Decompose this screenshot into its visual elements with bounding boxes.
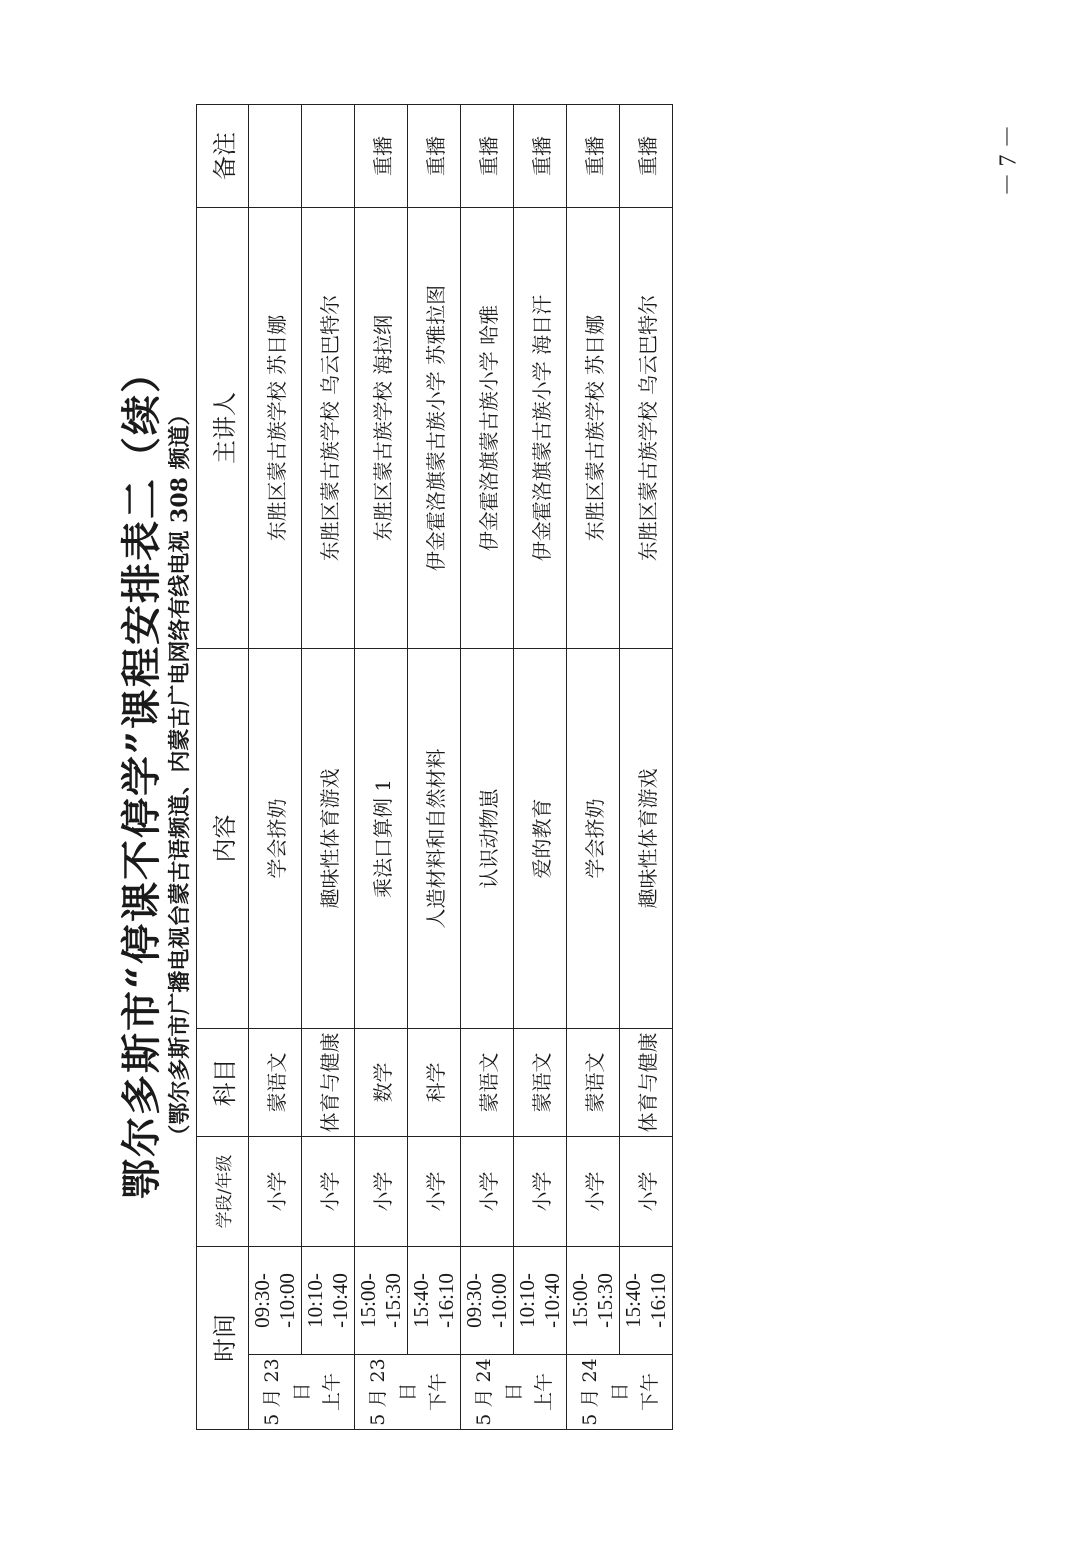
- date-cell: [567, 1355, 673, 1430]
- subject-cell: 蒙语文: [567, 1029, 620, 1137]
- header-grade: 学段/年级: [197, 1137, 249, 1247]
- content-cell: 乘法口算例 1: [355, 649, 408, 1029]
- table-row: [620, 105, 673, 1430]
- remark-cell: 重播: [567, 105, 620, 208]
- time-cell: 15:40--16:10: [408, 1247, 461, 1355]
- content-cell: 认识动物崽: [461, 649, 514, 1029]
- time-cell: 09:30--10:00: [249, 1247, 302, 1355]
- time-cell: 15:00--15:30: [567, 1247, 620, 1355]
- document-title: 鄂尔多斯市“停课不停学”课程安排表二（续）: [118, 351, 165, 1200]
- content-cell: 趣味性体育游戏: [302, 649, 355, 1029]
- remark-cell: 重播: [408, 105, 461, 208]
- content-cell: 趣味性体育游戏: [620, 649, 673, 1029]
- header-content: 内容: [197, 649, 249, 1029]
- grade-cell: 小学: [461, 1137, 514, 1247]
- time-cell: 15:40--16:10: [620, 1247, 673, 1355]
- content-cell: 爱的教育: [514, 649, 567, 1029]
- grade-cell: 小学: [514, 1137, 567, 1247]
- schedule-table: [196, 104, 673, 1430]
- grade-cell: 小学: [408, 1137, 461, 1247]
- speaker-cell: 东胜区蒙古族学校 乌云巴特尔: [620, 208, 673, 649]
- period-label: 上午: [532, 1373, 555, 1412]
- content-cell: 学会挤奶: [249, 649, 302, 1029]
- remark-cell: 重播: [355, 105, 408, 208]
- subject-cell: 蒙语文: [461, 1029, 514, 1137]
- date-label: 5 月 23 日: [260, 1358, 313, 1426]
- header-time: 时间: [197, 1247, 249, 1430]
- subject-cell: 体育与健康: [620, 1029, 673, 1137]
- date-cell: [249, 1355, 355, 1430]
- period-label: 上午: [320, 1373, 343, 1412]
- page-number-wrap: [985, 120, 1025, 200]
- time-cell: 15:00--15:30: [355, 1247, 408, 1355]
- date-label: 5 月 24 日: [578, 1358, 631, 1426]
- table-row: [408, 105, 461, 1430]
- remark-cell: [302, 105, 355, 208]
- speaker-cell: 东胜区蒙古族学校 苏日娜: [567, 208, 620, 649]
- table-row: [567, 105, 620, 1430]
- date-cell: [355, 1355, 461, 1430]
- grade-cell: 小学: [620, 1137, 673, 1247]
- date-label: 5 月 23 日: [366, 1358, 419, 1426]
- remark-cell: 重播: [620, 105, 673, 208]
- subject-cell: 蒙语文: [514, 1029, 567, 1137]
- speaker-cell: 东胜区蒙古族学校 海拉纲: [355, 208, 408, 649]
- speaker-cell: 伊金霍洛旗蒙古族小学 海日汗: [514, 208, 567, 649]
- period-label: 下午: [638, 1373, 661, 1412]
- date-label: 5 月 24 日: [472, 1358, 525, 1426]
- document-subtitle: （鄂尔多斯市广播电视台蒙古语频道、内蒙古广电网络有线电视 308 频道）: [167, 403, 193, 1147]
- table-row: [514, 105, 567, 1430]
- time-cell: 09:30--10:00: [461, 1247, 514, 1355]
- remark-cell: 重播: [461, 105, 514, 208]
- content-cell: 人造材料和自然材料: [408, 649, 461, 1029]
- time-cell: 10:10--10:40: [302, 1247, 355, 1355]
- grade-cell: 小学: [249, 1137, 302, 1247]
- rotated-page: [120, 110, 680, 1440]
- remark-cell: 重播: [514, 105, 567, 208]
- period-label: 下午: [426, 1373, 449, 1412]
- grade-cell: 小学: [567, 1137, 620, 1247]
- table-row: [355, 105, 408, 1430]
- subject-cell: 数学: [355, 1029, 408, 1137]
- header-remark: 备注: [197, 105, 249, 208]
- speaker-cell: 伊金霍洛旗蒙古族小学 哈雅: [461, 208, 514, 649]
- speaker-cell: 东胜区蒙古族学校 苏日娜: [249, 208, 302, 649]
- speaker-cell: 东胜区蒙古族学校 乌云巴特尔: [302, 208, 355, 649]
- subject-cell: 科学: [408, 1029, 461, 1137]
- table-row: [249, 105, 302, 1430]
- table-row: [302, 105, 355, 1430]
- remark-cell: [249, 105, 302, 208]
- time-cell: 10:10--10:40: [514, 1247, 567, 1355]
- grade-cell: 小学: [355, 1137, 408, 1247]
- header-speaker: 主讲人: [197, 208, 249, 649]
- table-row: [461, 105, 514, 1430]
- speaker-cell: 伊金霍洛旗蒙古族小学 苏雅拉图: [408, 208, 461, 649]
- subject-cell: 体育与健康: [302, 1029, 355, 1137]
- grade-cell: 小学: [302, 1137, 355, 1247]
- header-subject: 科目: [197, 1029, 249, 1137]
- date-cell: [461, 1355, 567, 1430]
- subject-cell: 蒙语文: [249, 1029, 302, 1137]
- content-cell: 学会挤奶: [567, 649, 620, 1029]
- table-header-row: [197, 105, 249, 1430]
- page-number: － 7 －: [995, 124, 1022, 196]
